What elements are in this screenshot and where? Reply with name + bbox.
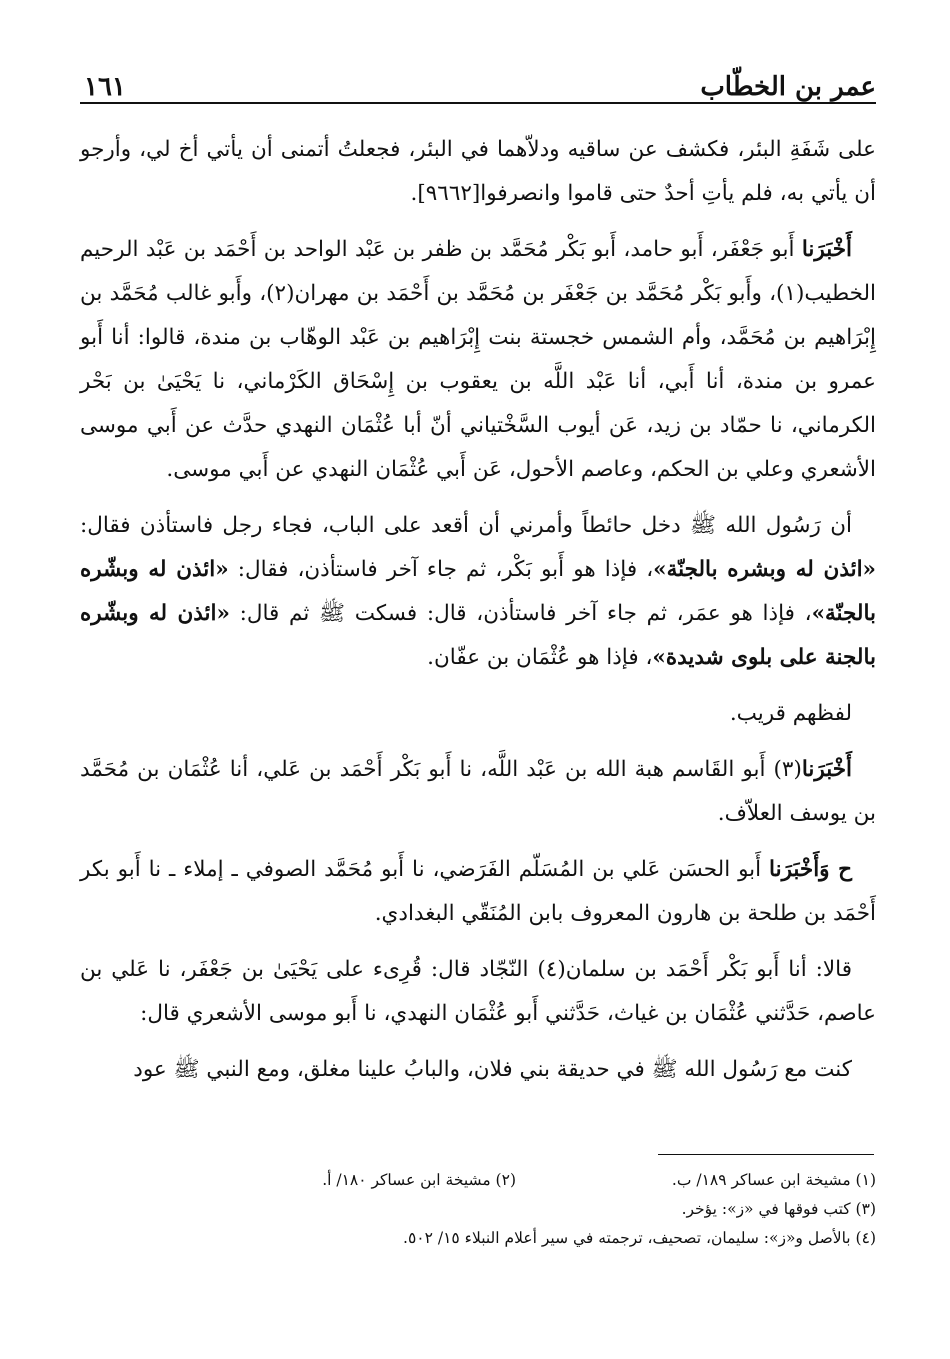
isnad-lead: ح وَأَخْبَرَنا xyxy=(769,857,852,882)
footnote-row xyxy=(80,1166,876,1195)
footnote-2: (٢) مشيخة ابن عساكر ١٨٠/ أ. xyxy=(322,1171,516,1189)
hadith-text-e: ، فإذا هو عمَر، ثم جاء آخر فاستأذن، قال: فسكت ﷺ ثم قال: xyxy=(229,601,812,626)
footnote-separator xyxy=(658,1154,874,1155)
footnote-row xyxy=(80,1195,876,1224)
paragraph-5-text: (٣) أَبو القَاسم هبة الله بن عَبْد اللَّه، نا أَبو بَكْر أَحْمَد بن عَلي، أنا عُثْمَان بن مُحَمَّد بن يوسف العلاّف. xyxy=(80,757,876,826)
footnote-4: (٤) بالأصل و«ز»: سليمان، تصحيف، ترجمته في سير أعلام النبلاء ١٥/ ٥٠٢. xyxy=(403,1229,876,1247)
footnote-3: (٣) كتب فوقها في «ز»: يؤخر. xyxy=(681,1200,876,1218)
paragraph-8: كنت مع رَسُول الله ﷺ في حديقة بني فلان، والبابُ علينا مغلق، ومع النبي ﷺ عود xyxy=(133,1057,852,1082)
paragraph-7: قالا: أنا أَبو بَكْر أَحْمَد بن سلمان(٤) النّجّاد قال: قُرِىء على يَحْيَىٰ بن جَعْفَر، نا عَلي بن عاصم، حَدَّثني عُثْمَان بن غياث، حَدَّثني أَبو عُثْمَان النهدي، نا أَبو موسى الأشعري قال: xyxy=(80,957,876,1026)
paragraph-1: على شَفَةِ البئر، فكشف عن ساقيه ودلاّهما في البئر، فجعلتُ أتمنى أن يأتي أخ لي، وأرجو أن يأتي به، فلم يأتِ أحدٌ حتى قاموا وانصرفوا[٩٦٦٢]. xyxy=(80,137,876,206)
hadith-text-c: ، فإذا هو أَبو بَكْر، ثم جاء آخر فاستأذن، فقال: xyxy=(228,557,654,582)
running-title: عمر بن الخطّاب xyxy=(700,72,876,102)
hadith-text-g: ، فإذا هو عُثْمَان بن عفّان. xyxy=(427,645,653,670)
page-number: ١٦١ xyxy=(84,72,126,102)
page-header xyxy=(80,66,876,106)
paragraph-3 xyxy=(80,504,876,680)
paragraph-4: لفظهم قريب. xyxy=(729,701,852,726)
isnad-lead: أَخْبَرَنا xyxy=(801,757,852,782)
paragraph-2 xyxy=(80,228,876,492)
prophet-quote-3: «ائذن له وبشّره بالجنة على بلوى شديدة» xyxy=(80,601,876,670)
footnote-1: (١) مشيخة ابن عساكر ١٨٩/ ب. xyxy=(671,1171,876,1189)
isnad-lead: أَخْبَرَنا xyxy=(801,237,852,262)
paragraph-2-text: أَبو جَعْفَر، أَبو حامد، أَبو بَكْر مُحَمَّد بن ظفر بن عَبْد الواحد بن أَحْمَد بن عَبْد الرحيم الخطيب(١)، وأَبو بَكْر مُحَمَّد بن جَعْفَر بن مُحَمَّد بن أَحْمَد بن مهران(٢)، وأَبو غالب مُحَمَّد بن إِبْرَاهيم بن مُحَمَّد، وأم الشمس خجستة بنت إِبْرَاهيم بن عَبْد الوهّاب بن مندة، قالوا: أنا أَبو عمرو بن مندة، أنا أَبي، أنا عَبْد اللَّه بن يعقوب بن إِسْحَاق الكَرْماني، نا يَحْيَىٰ بن بَحْر الكرماني، نا حمّاد بن زيد، عَن أيوب السَّخْتياني أنّ أبا عُثْمَان النهدي حدَّث عن أَبي موسى الأشعري وعلي بن الحكم، وعاصم الأحول، عَن أَبي عُثْمَان النهدي عن أَبي موسى. xyxy=(80,237,876,482)
prophet-quote-2: «ائذن له وبشّره بالجنّة» xyxy=(80,557,876,626)
prophet-quote-1: «ائذن له وبشره بالجنّة» xyxy=(653,557,876,582)
paragraph-6 xyxy=(80,848,876,936)
paragraph-5 xyxy=(80,748,876,836)
hadith-text-a: أن رَسُول الله ﷺ دخل حائطاً وأمرني أن أقعد على الباب، فجاء رجل فاستأذن فقال: xyxy=(80,513,852,538)
header-rule xyxy=(80,102,876,104)
footnotes xyxy=(80,1166,876,1253)
main-text xyxy=(80,128,876,1104)
footnote-row xyxy=(80,1224,876,1253)
paragraph-6-text: أَبو الحسَن عَلي بن المُسَلّم الفَرَضي، نا أَبو مُحَمَّد الصوفي ـ إملاء ـ نا أَبو بكر أَحْمَد بن طلحة بن هارون المعروف بابن المُنَقّي البغدادي. xyxy=(80,857,876,926)
